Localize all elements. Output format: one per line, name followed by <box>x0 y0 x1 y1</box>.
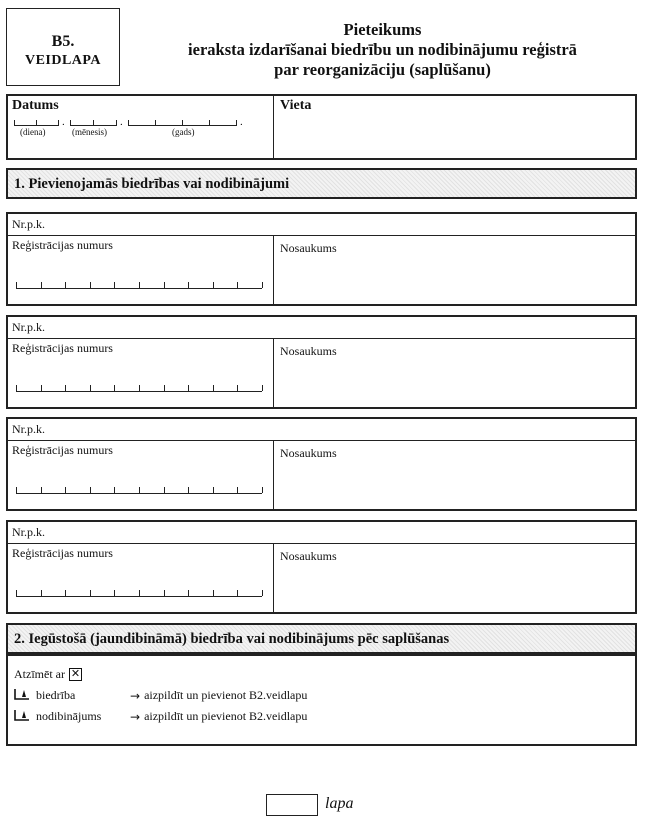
option-nodibinajums[interactable] <box>14 706 629 727</box>
name-cell[interactable] <box>274 544 635 612</box>
name-label: Nosaukums <box>280 446 337 460</box>
nr-label: Nr.p.k. <box>12 217 45 231</box>
section2-header <box>6 623 637 654</box>
section1-header <box>6 168 637 199</box>
entry-block <box>6 212 637 306</box>
date-place-block <box>6 94 637 160</box>
page-number-field[interactable] <box>266 794 318 816</box>
reg-number-field[interactable] <box>16 282 262 290</box>
arrow-right-icon: → <box>130 688 141 703</box>
reg-number-label: Reģistrācijas numurs <box>12 238 113 252</box>
form-code-label: VEIDLAPA <box>24 53 102 68</box>
name-cell[interactable] <box>274 339 635 407</box>
reg-number-cell[interactable] <box>8 544 274 612</box>
nr-label: Nr.p.k. <box>12 525 45 539</box>
form-title <box>130 20 635 80</box>
reg-number-label: Reģistrācijas numurs <box>12 443 113 457</box>
reg-number-field[interactable] <box>16 385 262 393</box>
name-label: Nosaukums <box>280 549 337 563</box>
merge-block <box>6 654 637 746</box>
mark-instruction <box>14 664 629 685</box>
page-label: lapa <box>325 795 354 812</box>
name-label: Nosaukums <box>280 344 337 358</box>
reg-number-label: Reģistrācijas numurs <box>12 546 113 560</box>
option-label: biedrība <box>36 688 76 702</box>
place-label: Vieta <box>280 98 312 113</box>
mark-label: Atzīmēt ar <box>14 667 65 681</box>
reg-number-field[interactable] <box>16 487 262 495</box>
entry-block <box>6 315 637 409</box>
reg-number-cell[interactable] <box>8 339 274 407</box>
entry-block <box>6 520 637 614</box>
option-label: nodibinājums <box>36 709 102 723</box>
name-cell[interactable] <box>274 441 635 509</box>
date-cell[interactable] <box>8 96 274 158</box>
checkbox-corner-icon[interactable] <box>14 708 36 726</box>
date-label: Datums <box>12 98 59 113</box>
form-code-box <box>6 8 120 86</box>
checkbox-corner-icon[interactable] <box>14 687 36 705</box>
option-action: aizpildīt un pievienot B2.veidlapu <box>144 688 308 702</box>
section2-title: 2. Iegūstošā (jaundibināmā) biedrība vai nodibinājums pēc saplūšanas <box>14 631 450 647</box>
section1-title: 1. Pievienojamās biedrības vai nodibinājumi <box>14 176 290 192</box>
nr-label: Nr.p.k. <box>12 320 45 334</box>
option-biedriba[interactable] <box>14 685 629 706</box>
name-label: Nosaukums <box>280 241 337 255</box>
place-cell[interactable] <box>274 96 635 158</box>
form-title-line2: ieraksta izdarīšanai biedrību un nodibinājumu reģistrā <box>188 40 577 59</box>
form-title-line1: Pieteikums <box>343 20 422 39</box>
reg-number-field[interactable] <box>16 590 262 598</box>
reg-number-label: Reģistrācijas numurs <box>12 341 113 355</box>
x-box-icon: ✕ <box>70 667 81 680</box>
nr-cell[interactable] <box>8 317 635 339</box>
entry-block <box>6 417 637 511</box>
date-field[interactable]: . . . (diena) (mēnesis) (gads) <box>12 114 269 144</box>
nr-cell[interactable] <box>8 214 635 236</box>
name-cell[interactable] <box>274 236 635 304</box>
form-title-line3: par reorganizāciju (saplūšanu) <box>274 60 491 79</box>
reg-number-cell[interactable] <box>8 441 274 509</box>
arrow-right-icon: → <box>130 709 141 724</box>
month-hint: (mēnesis) <box>72 127 107 137</box>
day-hint: (diena) <box>20 127 46 137</box>
nr-cell[interactable] <box>8 522 635 544</box>
nr-label: Nr.p.k. <box>12 422 45 436</box>
nr-cell[interactable] <box>8 419 635 441</box>
form-code-number: B5. <box>51 33 75 50</box>
option-action: aizpildīt un pievienot B2.veidlapu <box>144 709 308 723</box>
year-hint: (gads) <box>172 127 195 137</box>
reg-number-cell[interactable] <box>8 236 274 304</box>
